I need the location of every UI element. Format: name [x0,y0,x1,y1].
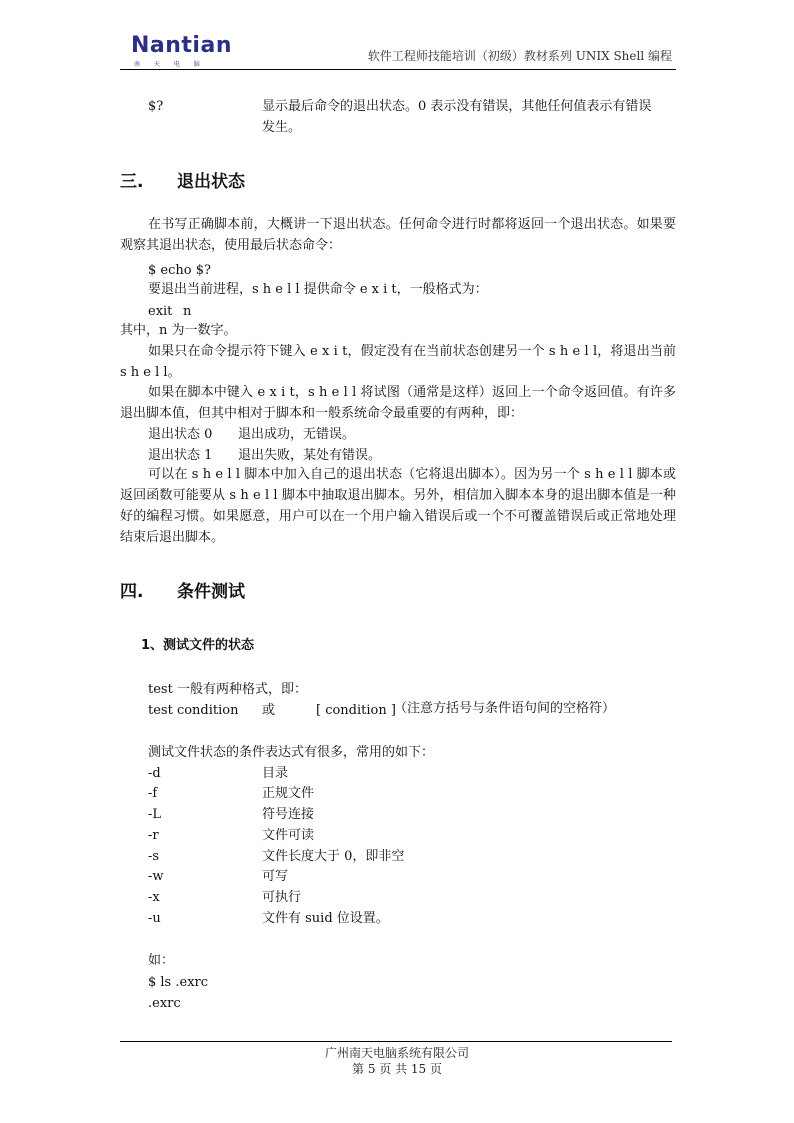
section3-title: 退出状态 [177,172,245,192]
option-desc: 文件长度大于 0，即非空 [262,849,405,864]
expression-intro: 测试文件状态的条件表达式有很多，常用的如下： [148,745,435,760]
option-flag: -f [148,786,158,801]
section3-paragraph-4: 如果只在命令提示符下键入 e x i t，假定没有在当前状态创建另一个 s h e l l，将退出当前 s h e l l。 [120,344,676,380]
section4-title: 条件测试 [177,582,245,602]
option-desc: 正规文件 [262,786,315,801]
exit-status-var: $? [148,99,164,114]
test-or: 或 [262,703,276,718]
test-form-1: test condition [148,703,239,718]
example-output: .exrc [148,996,181,1011]
option-flag: -w [148,869,164,884]
option-flag: -d [148,766,161,781]
section3-paragraph-3: 其中，n 为一数字。 [120,323,237,338]
option-desc: 可写 [262,869,289,884]
footer-company: 广州南天电脑系统有限公司 [324,1046,469,1060]
option-desc: 文件可读 [262,828,315,843]
logo-subtitle: 南 天 电 脑 [134,61,206,68]
option-flag: -r [148,828,159,843]
option-desc: 文件有 suid 位设置。 [262,911,389,926]
status0-desc: 退出成功，无错误。 [238,427,356,442]
example-label: 如： [148,953,175,968]
status1-desc: 退出失败，某处有错误。 [238,448,382,463]
subsection-heading: 1、测试文件的状态 [141,638,255,653]
option-flag: -L [148,807,162,822]
exit-command: exit [148,304,173,319]
option-flag: -x [148,890,160,905]
section3-number: 三. [120,172,144,192]
section3-paragraph-2: 要退出当前进程，s h e l l 提供命令 e x i t，一般格式为： [148,282,488,297]
section3-paragraph-1: 在书写正确脚本前，大概讲一下退出状态。任何命令进行时都将返回一个退出状态。如果要观察其退出状态，使用最后状态命令： [120,217,676,253]
footer-page-number: 第 5 页 共 15 页 [352,1062,442,1076]
section4-number: 四. [120,582,144,602]
test-form-2: [ condition ] [316,703,396,718]
test-intro: test 一般有两种格式，即： [148,682,307,697]
header-divider [120,69,676,70]
option-desc: 可执行 [262,890,302,905]
option-desc: 目录 [262,766,289,781]
section3-paragraph-5: 如果在脚本中键入 e x i t，s h e l l 将试图（通常是这样）返回上一个命令返回值。有许多退出脚本值，但其中相对于脚本和一般系统命令最重要的有两种，即： [120,385,676,421]
exit-status-desc-line2: 发生。 [262,120,302,135]
section3-paragraph-6: 可以在 s h e l l 脚本中加入自己的退出状态（它将退出脚本）。因为另一个 s h e l l 脚本或返回函数可能要从 s h e l l 脚本中抽取退出脚本。另外，相信加入脚本本身的退出脚本值是一种好的编程习惯。如果愿意，用户可以在一个用户输入错误后或一个不可覆盖错误后或正常地处理结束后退出脚本。 [120,467,676,545]
option-flag: -s [148,849,160,864]
test-note: （注意方括号与条件语句间的空格符） [394,701,616,716]
option-flag: -u [148,911,161,926]
header-title: 软件工程师技能培训（初级）教材系列 UNIX Shell 编程 [367,49,672,63]
status0-label: 退出状态 0 [148,427,213,442]
exit-argument: n [183,304,192,319]
footer-divider [120,1041,672,1042]
nantian-logo: Nantian [131,33,232,58]
status1-label: 退出状态 1 [148,448,213,463]
example-command: $ ls .exrc [148,975,209,990]
option-desc: 符号连接 [262,807,315,822]
exit-status-desc-line1: 显示最后命令的退出状态。0 表示没有错误，其他任何值表示有错误 [262,99,652,114]
echo-command: $ echo $? [148,263,211,278]
